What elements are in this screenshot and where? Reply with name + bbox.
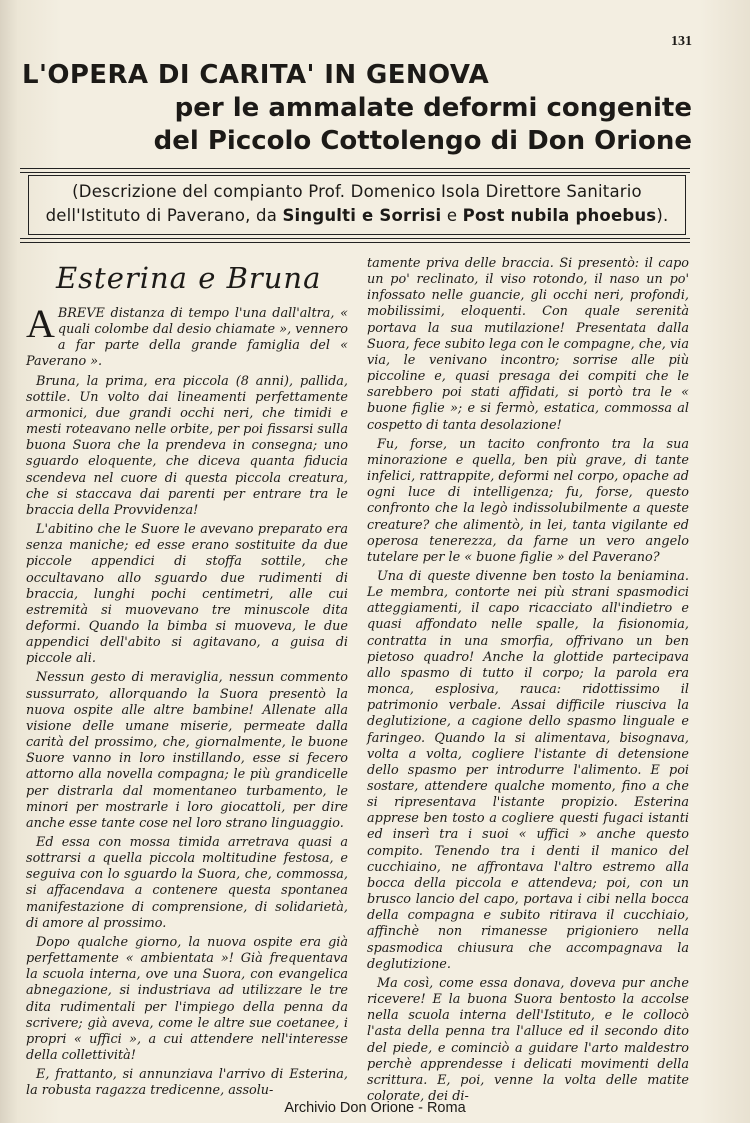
page-number: 131 [671,34,692,49]
paragraph-text: BREVE distanza di tempo l'una dall'altra, « quali colombe dal desio chiamate », vennero a far parte della grande famiglia del « Paverano ». [26,306,348,370]
paragraph: Fu, forse, un tacito confronto tra la sua minorazione e quella, ben più grave, di tante infelici, rattrappite, deformi nel corpo, opache ad ogni luce di intelligenza; fu, forse, questo confronto che la legò indissolubilmente a queste creature? che alimentò, in lei, tanta vigilante ed operosa tenerezza, da farne un vero angelo tutelare per le « buone figlie » del Paverano? [367,436,689,565]
paragraph: Dopo qualche giorno, la nuova ospite era già perfettamente « ambientata »! Già frequentava la scuola interna, ove una Suora, con evangelica abnegazione, si industriava ad utilizzare le tre dita rudimentali per l'impiego della penna da scrivere; già aveva, come le altre sue coetanee, i propri « uffici », a cui attendere nell'interesse della collettività! [26,934,348,1064]
book-title-2: Post nubila phoebus [462,206,657,225]
paragraph: Nessun gesto di meraviglia, nessun commento sussurrato, allorquando la Suora presentò la nuova ospite alle altre bambine! Allenate alla visione delle umane miserie, permeate dalla carità del prossimo, che, giornalmente, le buone Suore vanno in loro instillando, esse si fecero attorno alla novella compagna; le più grandicelle per distrarla dal momentaneo turbamento, le minori per mostrarle i loro giocattoli, per dire anche esse tante cose nel loro strano linguaggio. [26,670,348,831]
paragraph: Bruna, la prima, era piccola (8 anni), pallida, sottile. Un volto dai lineamenti perfettamente armonici, due grandi occhi neri, che timidi e mesti roteavano nelle orbite, per poi fissarsi sulla buona Suora che la prendeva in consegna; uno sguardo eloquente, che diceva quanta fiducia scendeva nel cuore di questa piccola creatura, che si staccava dai parenti per entrare tra le braccia della Provvidenza! [26,373,348,518]
subtitle-line-1: per le ammalate deformi congenite [174,93,692,123]
description-text: (Descrizione del compianto Prof. Domenico Isola Direttore Sanitario dell'Istituto di Paverano, da [45,182,642,225]
page-title: L'OPERA DI CARITA' IN GENOVA [22,60,490,90]
drop-cap: A [26,301,55,346]
left-column [26,258,348,1103]
archive-footer: Archivio Don Orione - Roma [284,1100,466,1116]
paragraph: Una di queste divenne ben tosto la beniamina. Le membra, contorte nei più strani spasmodici atteggiamenti, il capo ricacciato all'indietro e quasi affondato nelle spalle, la fisionomia, contratta in una smorfia, offrivano un ben pietoso quadro! Anche la glottide partecipava allo spasmo di tutto il corpo; la parola era monca, esplosiva, rauca: ridottissimo il patrimonio verbale. Assai difficile riusciva la deglutizione, a cagione dello spasmo linguale e faringeo. Quando la si alimentava, bisognava, volta a volta, cogliere l'istante di detensione dello spasmo per introdurre l'alimento. E poi sostare, attendere qualche momento, fino a che si ripresentava l'istante propizio. Esterina apprese ben tosto a cogliere questi fugaci istanti ed inserì tra i suoi « uffici » anche questo compito. Tenendo tra i denti il manico del cucchiaino, ne affrontava l'altro estremo alla bocca della piccola e attendeva; poi, con un brusco lancio del capo, portava i cibi nella bocca della compagna e subito ritirava il cucchiaio, affinchè non rimanesse prigioniero nella spasmodica chiusura che accompagnava la deglutizione. [367,568,689,972]
paragraph: L'abitino che le Suore le avevano preparato era senza maniche; ed esse erano sostituite da due piccole appendici di stoffa sottile, che occultavano allo sguardo due rudimenti di braccia, lunghi pochi centimetri, alle cui estremità si muovevano tre minuscole dita deformi. Quando la bimba si muoveva, le due appendici dell'abito si agitavano, a guisa di piccole ali. [26,522,348,667]
paragraph: Ed essa con mossa timida arretrava quasi a sottrarsi a quella piccola moltitudine festosa, e seguiva con lo sguardo la Suora, che, commossa, si affacendava a contenere questa spontanea manifestazione di comprensione, di solidarietà, di amore al prossimo. [26,835,348,931]
right-column [367,256,689,1108]
paragraph [26,301,348,371]
bottom-divider [20,238,690,243]
paragraph: tamente priva delle braccia. Si presentò: il capo un po' reclinato, il viso rotondo, il naso un po' infossato nelle guancie, gli occhi neri, profondi, mobilissimi, eloquenti. Con quale serenità portava la sua mutilazione! Presentata dalla Suora, fece subito lega con le compagne, che, via via, le venivano incontro; sorrise alle più piccoline e, quasi presaga dei compiti che le sarebbero poi stati affidati, si portò tra le « buone figlie »; e si fermò, estatica, commossa al cospetto di tanta desolazione! [367,256,689,433]
book-title-1: Singulti e Sorrisi [282,206,442,225]
top-divider [20,168,690,173]
section-heading: Esterina e Bruna [56,261,322,295]
paragraph: E, frattanto, si annunziava l'arrivo di Esterina, la robusta ragazza tredicenne, assolu- [26,1067,348,1099]
paragraph: Ma così, come essa donava, doveva pur anche ricevere! E la buona Suora bentosto la accolse nella scuola interna dell'Istituto, e le collocò l'asta della penna tra l'alluce ed il secondo dito del piede, e cominciò a guidare l'arto maldestro perchè apprendesse i delicati movimenti della scrittura. E, poi, venne la volta delle matite colorate, dei di- [367,975,689,1104]
description-box [28,175,686,235]
subtitle-line-2: del Piccolo Cottolengo di Don Orione [153,126,692,156]
description-end: ). [656,206,669,225]
description-connector: e [441,206,463,225]
